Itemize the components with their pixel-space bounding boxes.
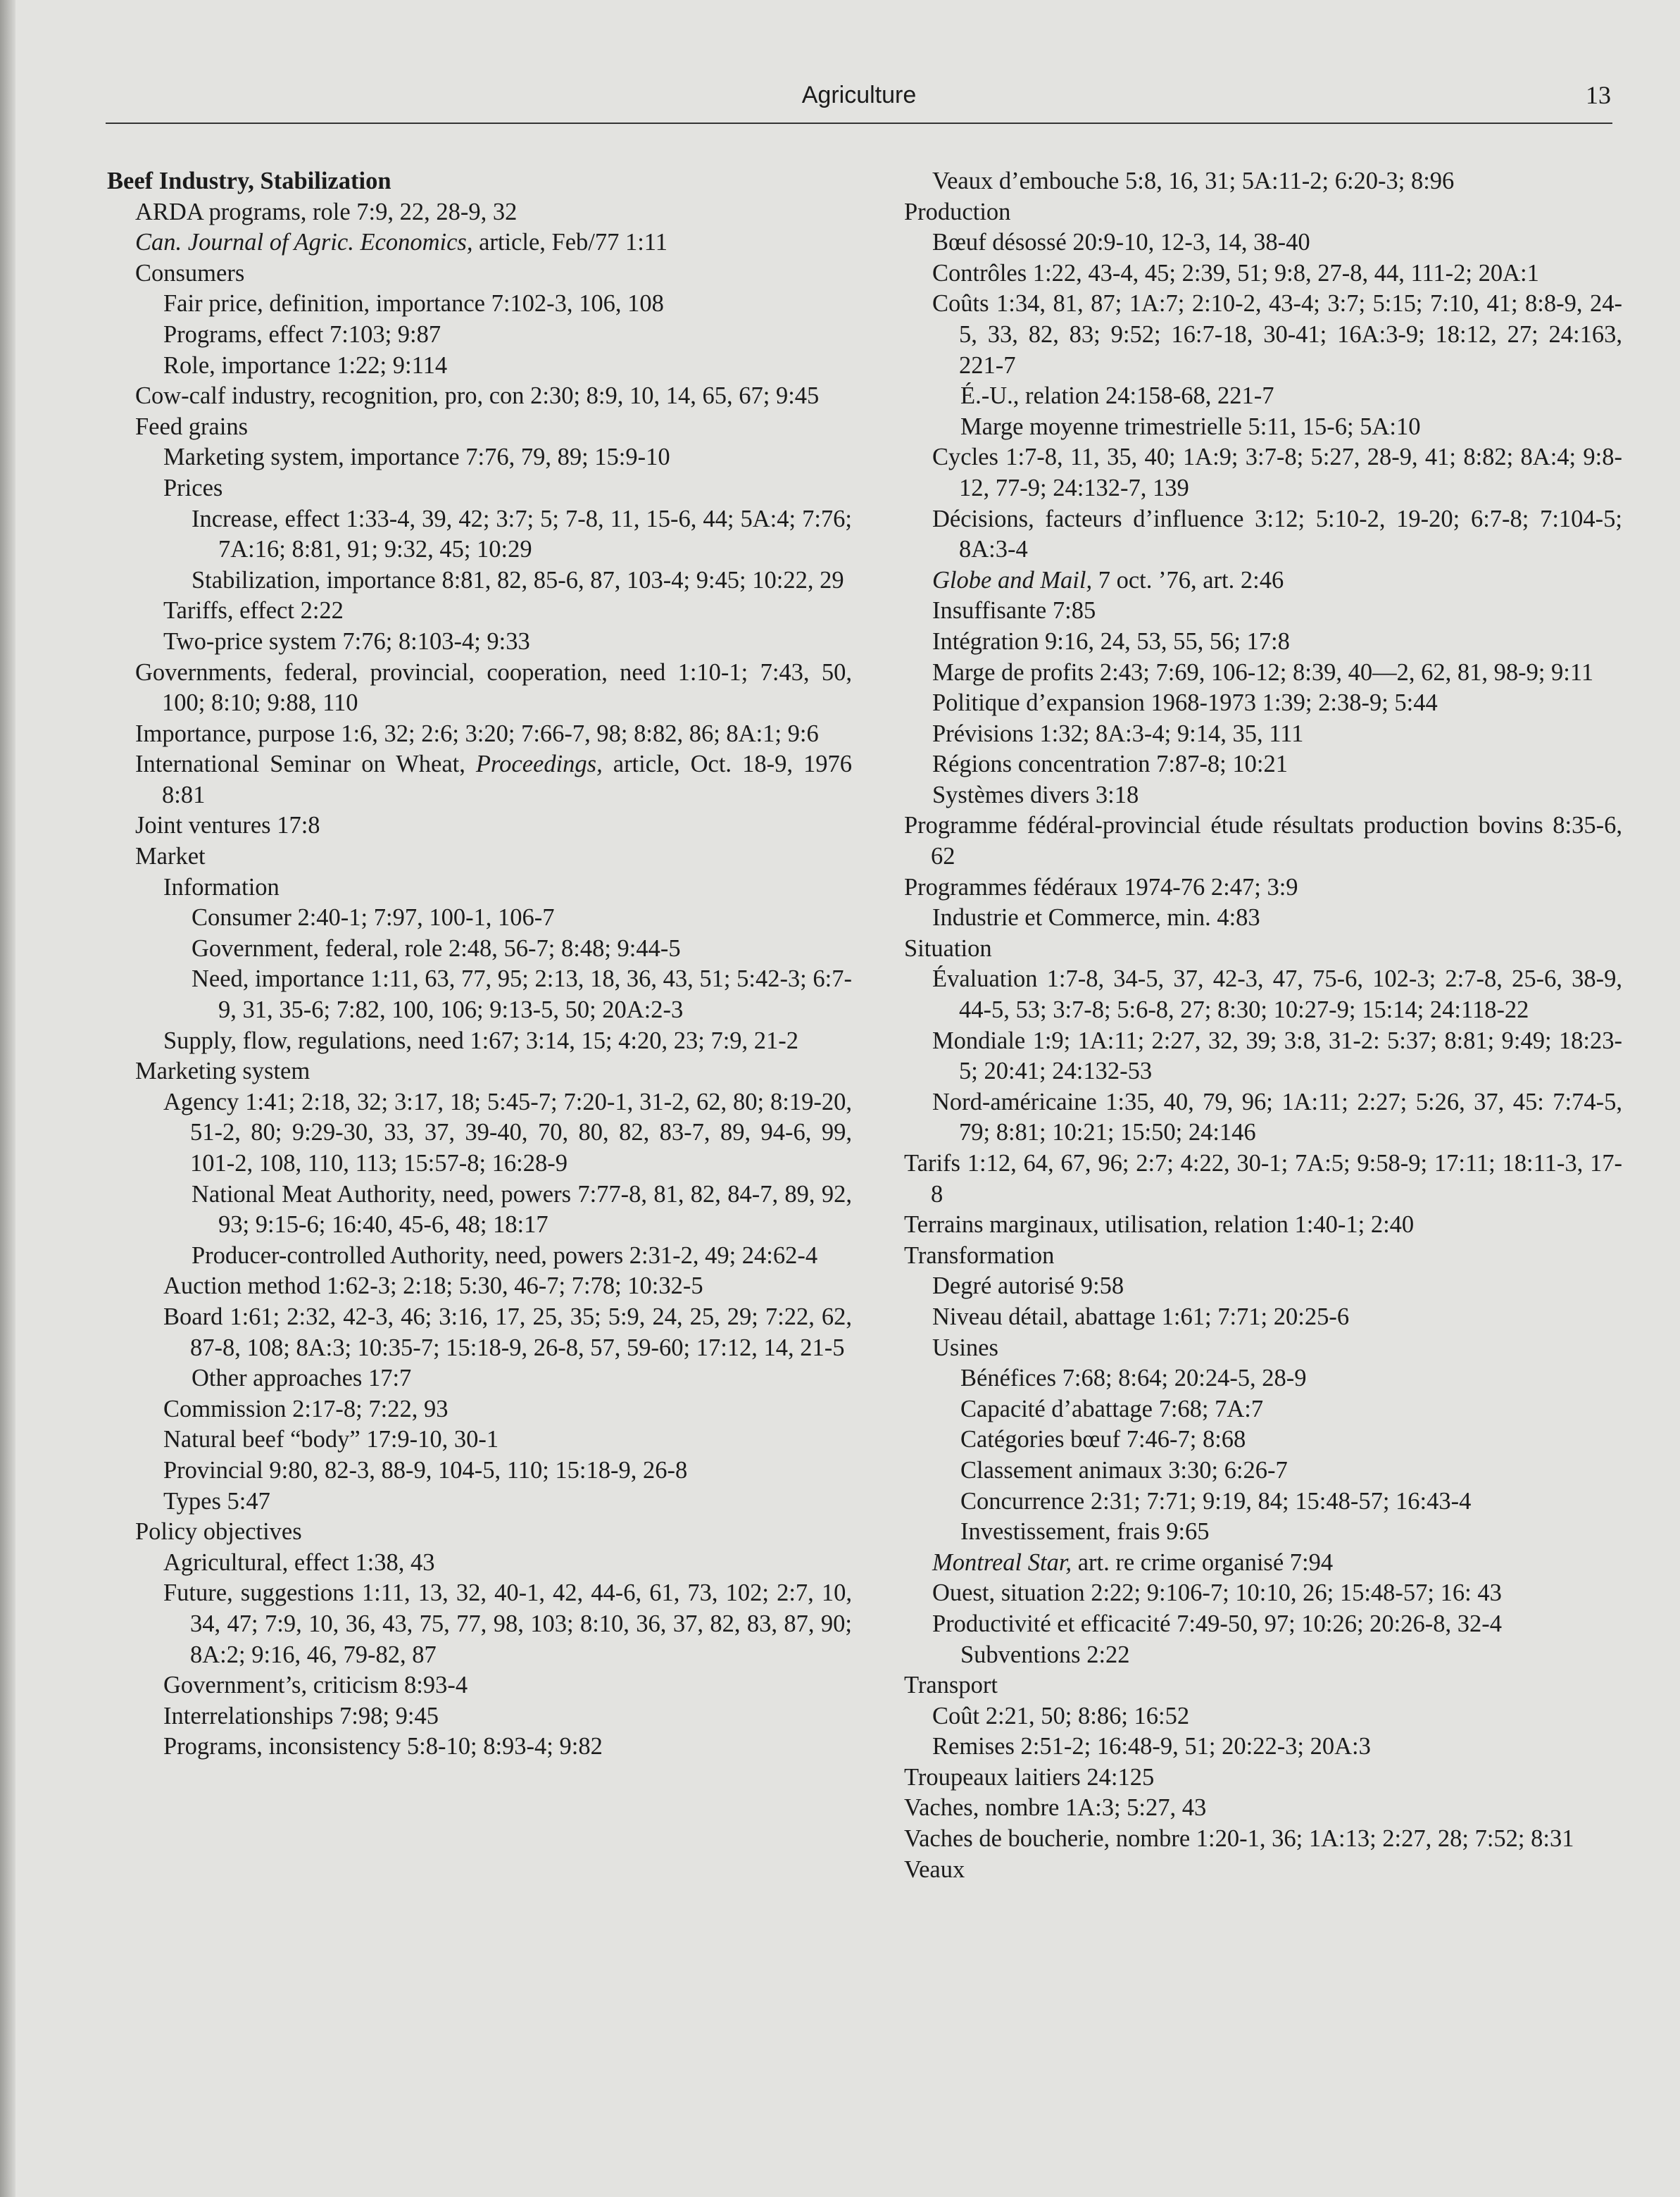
index-entry: Terrains marginaux, utilisation, relation 1:40-1; 2:40 (904, 1211, 1415, 1239)
index-entry: Marge de profits 2:43; 7:69, 106-12; 8:39, 40—2, 62, 81, 98-9; 9:11 (932, 658, 1594, 686)
index-entry: Provincial 9:80, 82-3, 88-9, 104-5, 110; 15:18-9, 26-8 (163, 1456, 688, 1484)
index-entry: Situation (904, 934, 992, 962)
index-entry: Fair price, definition, importance 7:102-3, 106, 108 (163, 290, 664, 318)
index-entry: Veaux (904, 1855, 965, 1883)
index-entry (107, 749, 852, 810)
index-entry: Agricultural, effect 1:38, 43 (163, 1548, 435, 1576)
entry-italic-title: Montreal Star, (932, 1548, 1072, 1576)
entry-text: article, Oct. 18-9, 1976 8:81 (162, 751, 852, 808)
index-entry: Marketing system (135, 1058, 311, 1085)
entry-text: 7 oct. ’76, art. 2:46 (1092, 566, 1284, 594)
running-header (106, 79, 1612, 124)
index-entry: Vaches, nombre 1A:3; 5:27, 43 (904, 1794, 1207, 1822)
entry-text: article, Feb/77 1:11 (472, 229, 668, 256)
index-entry: ARDA programs, role 7:9, 22, 28-9, 32 (135, 198, 518, 225)
index-entry: Future, suggestions 1:11, 13, 32, 40-1, 42, 44-6, 61, 73, 102; 2:7, 10, 34, 47; 7:9, 10, 36, 43, 75, 77, 98, 103; 8:10, 36, 37, 82, 83, 87, 90; 8A:2; 9:16, 46, 79-82, 87 (163, 1579, 852, 1668)
index-entry: Bœuf désossé 20:9-10, 12-3, 14, 38-40 (932, 229, 1310, 256)
index-entry: Investissement, frais 9:65 (960, 1518, 1210, 1546)
index-entry: Prévisions 1:32; 8A:3-4; 9:14, 35, 111 (932, 720, 1304, 747)
index-entry: Régions concentration 7:87-8; 10:21 (932, 751, 1288, 778)
index-entry: Programmes fédéraux 1974-76 2:47; 3:9 (904, 873, 1298, 901)
index-entry: Catégories bœuf 7:46-7; 8:68 (960, 1426, 1246, 1453)
index-entry: Interrelationships 7:98; 9:45 (163, 1702, 439, 1729)
section-title: Agriculture (801, 82, 917, 108)
index-entry: Consumer 2:40-1; 7:97, 100-1, 106-7 (192, 904, 555, 932)
index-entry: Government, federal, role 2:48, 56-7; 8:48; 9:44-5 (192, 934, 681, 962)
index-entry: Information (163, 873, 280, 901)
index-entry: Capacité d’abattage 7:68; 7A:7 (960, 1395, 1264, 1422)
index-entry: Joint ventures 17:8 (135, 812, 320, 839)
index-entry: Producer-controlled Authority, need, powers 2:31-2, 49; 24:62-4 (192, 1241, 818, 1269)
index-entry: Cycles 1:7-8, 11, 35, 40; 1A:9; 3:7-8; 5:27, 28-9, 41; 8:82; 8A:4; 9:8-12, 77-9; 24:132-7, 139 (932, 444, 1622, 501)
index-entry: Role, importance 1:22; 9:114 (163, 351, 448, 379)
index-entry: Degré autorisé 9:58 (932, 1272, 1124, 1300)
index-entry (107, 227, 852, 258)
index-entry: Programs, effect 7:103; 9:87 (163, 320, 441, 348)
index-entry: Systèmes divers 3:18 (932, 781, 1139, 808)
page-number: 13 (1586, 81, 1611, 109)
index-entry: Veaux d’embouche 5:8, 16, 31; 5A:11-2; 6:20-3; 8:96 (932, 168, 1455, 194)
index-entry: Governments, federal, provincial, cooperation, need 1:10-1; 7:43, 50, 100; 8:10; 9:88, 110 (135, 658, 852, 717)
index-entry: Contrôles 1:22, 43-4, 45; 2:39, 51; 9:8, 27-8, 44, 111-2; 20A:1 (932, 259, 1539, 287)
index-entry: Insuffisante 7:85 (932, 597, 1096, 625)
index-entry: Classement animaux 3:30; 6:26-7 (960, 1456, 1288, 1484)
index-entry: Concurrence 2:31; 7:71; 9:19, 84; 15:48-57; 16:43-4 (960, 1487, 1472, 1515)
index-entry: Board 1:61; 2:32, 42-3, 46; 3:16, 17, 25, 35; 5:9, 24, 25, 29; 7:22, 62, 87-8, 108; 8A:3; 10:35-7; 15:18-9, 26-8, 57, 59-60; 17:12, 14, 21-5 (163, 1303, 852, 1361)
left-column (107, 166, 852, 1763)
index-entry: Other approaches 17:7 (192, 1365, 412, 1392)
index-entry: Subventions 2:22 (960, 1641, 1130, 1668)
index-entry: Vaches de boucherie, nombre 1:20-1, 36; 1A:13; 2:27, 28; 7:52; 8:31 (904, 1825, 1574, 1853)
index-entry: Importance, purpose 1:6, 32; 2:6; 3:20; 7:66-7, 98; 8:82, 86; 8A:1; 9:6 (135, 720, 819, 747)
index-entry: Remises 2:51-2; 16:48-9, 51; 20:22-3; 20A:3 (932, 1733, 1371, 1760)
index-entry: Industrie et Commerce, min. 4:83 (932, 904, 1260, 932)
index-entry: Government’s, criticism 8:93-4 (163, 1672, 468, 1699)
index-entry: Mondiale 1:9; 1A:11; 2:27, 32, 39; 3:8, 31-2: 5:37; 8:81; 9:49; 18:23-5; 20:41; 24:132-53 (932, 1027, 1622, 1085)
index-entry: Consumers (135, 259, 245, 287)
index-entry: Agency 1:41; 2:18, 32; 3:17, 18; 5:45-7; 7:20-1, 31-2, 62, 80; 8:19-20, 51-2, 80; 9:29-30, 33, 37, 39-40, 70, 80, 82, 83-7, 89, 94-6, 99, 101-2, 108, 110, 113; 15:57-8; 16:28-9 (163, 1088, 852, 1177)
entry-italic-title: Can. Journal of Agric. Economics, (135, 229, 473, 256)
index-entry: Policy objectives (135, 1518, 302, 1546)
index-entry: Intégration 9:16, 24, 53, 55, 56; 17:8 (932, 627, 1290, 655)
index-entry: Politique d’expansion 1968-1973 1:39; 2:38-9; 5:44 (932, 689, 1438, 717)
index-entry: Types 5:47 (163, 1487, 270, 1515)
index-entry: Programme fédéral-provincial étude résultats production bovins 8:35-6, 62 (904, 812, 1622, 870)
index-entry: Two-price system 7:76; 8:103-4; 9:33 (163, 627, 530, 655)
index-entry: Transformation (904, 1241, 1055, 1269)
index-entry: Marge moyenne trimestrielle 5:11, 15-6; 5A:10 (960, 413, 1421, 440)
index-entry: Marketing system, importance 7:76, 79, 89; 15:9-10 (163, 444, 670, 471)
index-entry: Décisions, facteurs d’influence 3:12; 5:10-2, 19-20; 6:7-8; 7:104-5; 8A:3-4 (932, 505, 1622, 563)
index-entry: Cow-calf industry, recognition, pro, con 2:30; 8:9, 10, 14, 65, 67; 9:45 (135, 382, 820, 410)
index-entry: Auction method 1:62-3; 2:18; 5:30, 46-7; 7:78; 10:32-5 (163, 1272, 703, 1300)
index-entry (904, 565, 1622, 596)
index-entry: Supply, flow, regulations, need 1:67; 3:14, 15; 4:20, 23; 7:9, 21-2 (163, 1027, 799, 1054)
index-entry: Market (135, 843, 206, 870)
index-entry: Bénéfices 7:68; 8:64; 20:24-5, 28-9 (960, 1365, 1307, 1392)
index-entry: Programs, inconsistency 5:8-10; 8:93-4; 9:82 (163, 1733, 603, 1760)
index-entry: Production (904, 198, 1011, 225)
index-entry: Troupeaux laitiers 24:125 (904, 1763, 1155, 1791)
index-entry: National Meat Authority, need, powers 7:77-8, 81, 82, 84-7, 89, 92, 93; 9:15-6; 16:40, 45-6, 48; 18:17 (192, 1180, 852, 1239)
index-entry: Need, importance 1:11, 63, 77, 95; 2:13, 18, 36, 43, 51; 5:42-3; 6:7-9, 31, 35-6; 7:82, 100, 106; 9:13-5, 50; 20A:2-3 (192, 965, 852, 1024)
index-entry: Increase, effect 1:33-4, 39, 42; 3:7; 5; 7-8, 11, 15-6, 44; 5A:4; 7:76; 7A:16; 8:81, 91; 9:32, 45; 10:29 (192, 505, 852, 563)
index-entry: Coût 2:21, 50; 8:86; 16:52 (932, 1702, 1190, 1729)
entry-text: International Seminar on Wheat, (135, 751, 476, 778)
index-entry: Prices (163, 474, 223, 501)
index-entry: Commission 2:17-8; 7:22, 93 (163, 1395, 449, 1422)
entry-text: art. re crime organisé 7:94 (1072, 1548, 1334, 1576)
index-heading: Beef Industry, Stabilization (107, 168, 391, 194)
index-entry (904, 1548, 1622, 1579)
index-entry: Tariffs, effect 2:22 (163, 597, 344, 625)
index-entry: Usines (932, 1334, 998, 1361)
index-entry: Feed grains (135, 413, 249, 440)
index-entry: Coûts 1:34, 81, 87; 1A:7; 2:10-2, 43-4; 3:7; 5:15; 7:10, 41; 8:8-9, 24-5, 33, 82, 83; 9:52; 16:7-18, 30-41; 16A:3-9; 18:12, 27; 24:163, 221-7 (932, 290, 1622, 379)
index-entry: Tarifs 1:12, 64, 67, 96; 2:7; 4:22, 30-1; 7A:5; 9:58-9; 17:11; 18:11-3, 17-8 (904, 1150, 1622, 1208)
entry-italic-title: Globe and Mail, (932, 566, 1093, 594)
entry-italic-title: Proceedings, (475, 751, 603, 778)
index-entry: Stabilization, importance 8:81, 82, 85-6, 87, 103-4; 9:45; 10:22, 29 (192, 566, 844, 594)
index-entry: Transport (904, 1672, 998, 1699)
index-entry: É.-U., relation 24:158-68, 221-7 (960, 382, 1274, 410)
index-entry: Niveau détail, abattage 1:61; 7:71; 20:25-6 (932, 1303, 1350, 1330)
index-entry: Nord-américaine 1:35, 40, 79, 96; 1A:11; 2:27; 5:26, 37, 45: 7:74-5, 79; 8:81; 10:21; 15:50; 24:146 (932, 1088, 1622, 1146)
index-entry: Natural beef “body” 17:9-10, 30-1 (163, 1426, 499, 1453)
index-entry: Évaluation 1:7-8, 34-5, 37, 42-3, 47, 75-6, 102-3; 2:7-8, 25-6, 38-9, 44-5, 53; 3:7-8; 5:6-8, 27; 8:30; 10:27-9; 15:14; 24:118-22 (932, 965, 1622, 1024)
right-column (904, 166, 1622, 1885)
index-entry: Productivité et efficacité 7:49-50, 97; 10:26; 20:26-8, 32-4 (932, 1610, 1502, 1637)
index-entry: Ouest, situation 2:22; 9:106-7; 10:10, 26; 15:48-57; 16: 43 (932, 1579, 1502, 1607)
